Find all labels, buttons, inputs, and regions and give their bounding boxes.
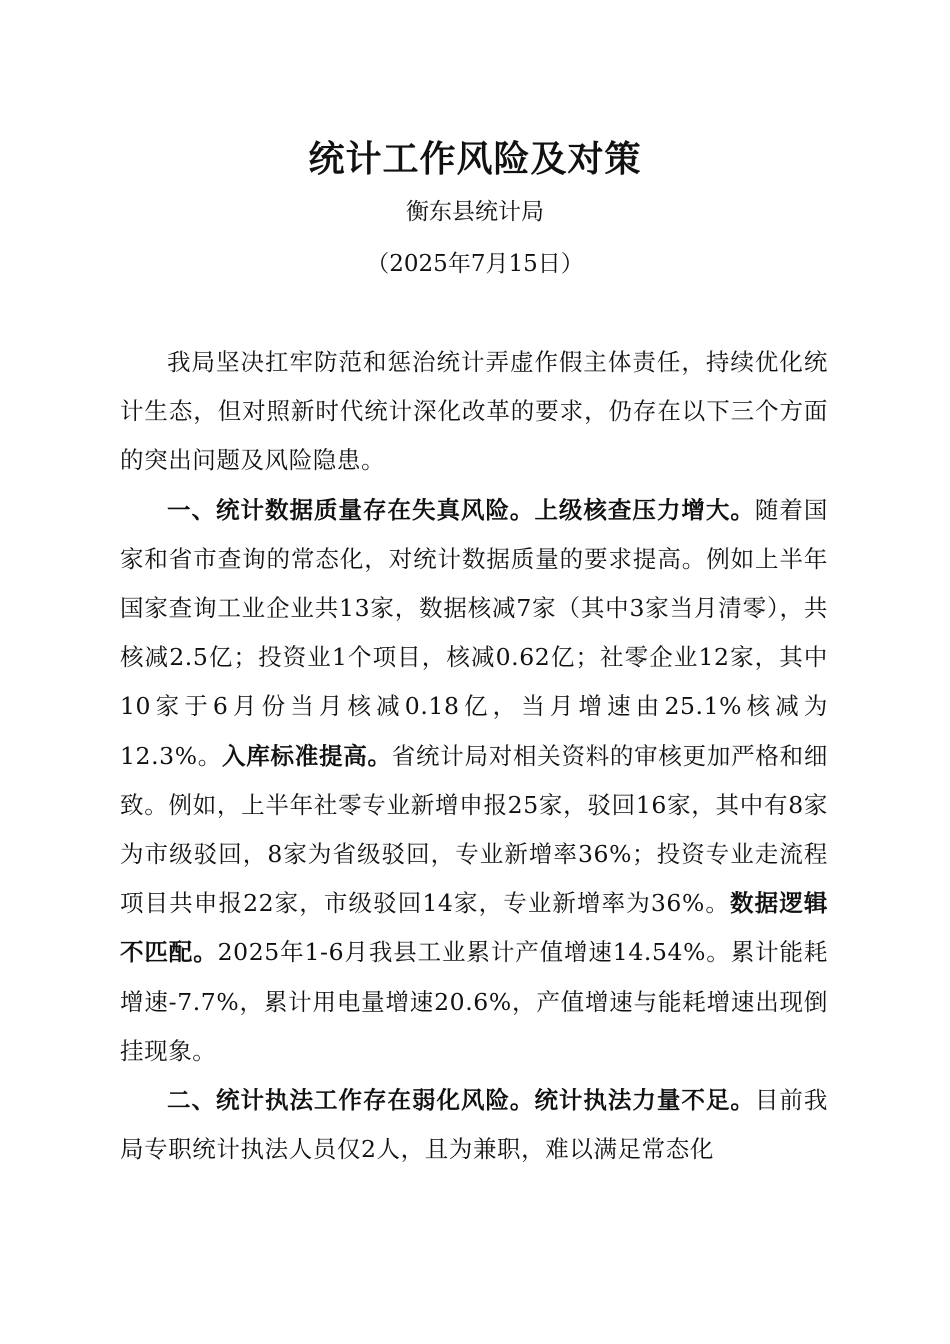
section-1-paragraph bbox=[120, 486, 828, 1076]
section-1-subheading-2: 入库标准提高。 bbox=[222, 741, 392, 770]
document-date: （2025年7月15日） bbox=[366, 251, 584, 277]
section-2-heading: 二、统计执法工作存在弱化风险。 bbox=[167, 1086, 535, 1115]
section-2-paragraph bbox=[120, 1076, 828, 1174]
document-title: 统计工作风险及对策 bbox=[308, 138, 642, 180]
section-1-text-2: 省统计局对相关资料的审核更加严格和细致。例如，上半年社零专业新增申报25家，驳回16家，其中有8家为市级驳回，8家为省级驳回，专业新增率36%；投资专业走流程项目共申报22家，市级驳回14家，专业新增率为36%。 bbox=[120, 741, 828, 918]
intro-paragraph: 我局坚决扛牢防范和惩治统计弄虚作假主体责任，持续优化统计生态，但对照新时代统计深化改革的要求，仍存在以下三个方面的突出问题及风险隐患。 bbox=[120, 348, 828, 475]
section-2-text-1: 目前我局专职统计执法人员仅2人，且为兼职，难以满足常态化 bbox=[120, 1086, 828, 1164]
section-1-text-1: 随着国家和省市查询的常态化，对统计数据质量的要求提高。例如上半年国家查询工业企业共13家，数据核减7家（其中3家当月清零），共核减2.5亿；投资业1个项目，核减0.62亿；社零企业12家，其中10家于6月份当月核减0.18亿，当月增速由25.1%核减为12.3%。 bbox=[120, 495, 828, 770]
section-1-text-3: 2025年1-6月我县工业累计产值增速14.54%。累计能耗增速-7.7%，累计用电量增速20.6%，产值增速与能耗增速出现倒挂现象。 bbox=[120, 938, 828, 1065]
section-1-subheading-3: 数据逻辑不匹配。 bbox=[120, 889, 828, 967]
section-1-heading: 一、统计数据质量存在失真风险。 bbox=[167, 495, 535, 524]
section-2-subheading-1: 统计执法力量不足。 bbox=[534, 1086, 755, 1115]
section-1-subheading-1: 上级核查压力增大。 bbox=[534, 495, 755, 524]
issuing-organization: 衡东县统计局 bbox=[406, 199, 544, 225]
document-body bbox=[120, 338, 828, 1174]
